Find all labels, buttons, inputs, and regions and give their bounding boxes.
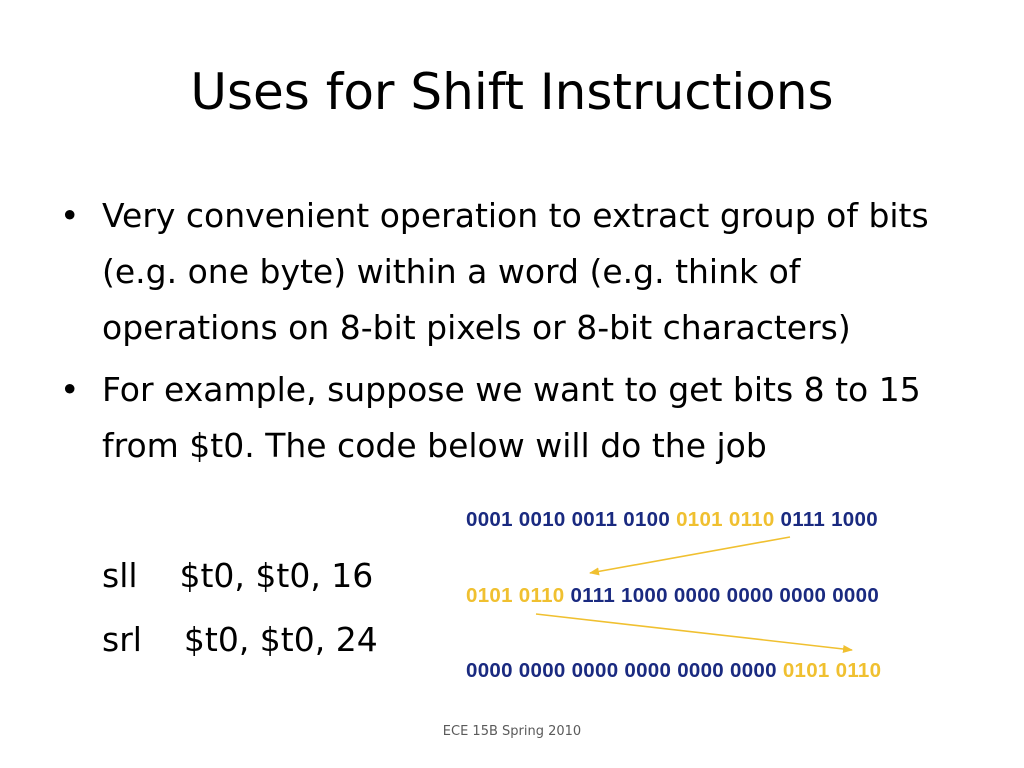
bit-segment: 0000 0000 0000 0000 0000 0000 (466, 659, 783, 682)
bullet-icon: • (60, 196, 80, 235)
bit-row-original (466, 508, 878, 532)
code-line-sll: sll $t0, $t0, 16 (102, 556, 374, 595)
bit-segment: 0001 0010 0011 0100 (466, 508, 677, 531)
bit-row-after-srl (466, 659, 881, 683)
arrow-right-icon (536, 614, 852, 650)
arrow-left-icon (590, 537, 790, 573)
bit-segment-highlight: 0101 0110 (676, 508, 775, 531)
bullet-item (58, 362, 978, 474)
slide-footer: ECE 15B Spring 2010 (442, 724, 582, 739)
bullet-icon: • (60, 370, 80, 409)
bullet-text: For example, suppose we want to get bits 8 to 15 from $t0. The code below will do the job (102, 370, 921, 465)
bullet-item (58, 188, 978, 356)
bit-segment-highlight: 0101 0110 (782, 659, 882, 682)
bullet-text: Very convenient operation to extract group of bits (e.g. one byte) within a word (e.g. think of operations on 8-bit pixels or 8-bit characters) (102, 196, 929, 347)
bit-segment-highlight: 0101 0110 (466, 584, 565, 607)
bit-segment: 0111 1000 (774, 508, 878, 531)
bit-segment: 0111 1000 0000 0000 0000 0000 (564, 584, 880, 607)
bullet-list (58, 188, 978, 480)
bit-row-after-sll (466, 584, 879, 608)
slide-title: Uses for Shift Instructions (190, 63, 834, 121)
code-line-srl: srl $t0, $t0, 24 (102, 620, 378, 659)
